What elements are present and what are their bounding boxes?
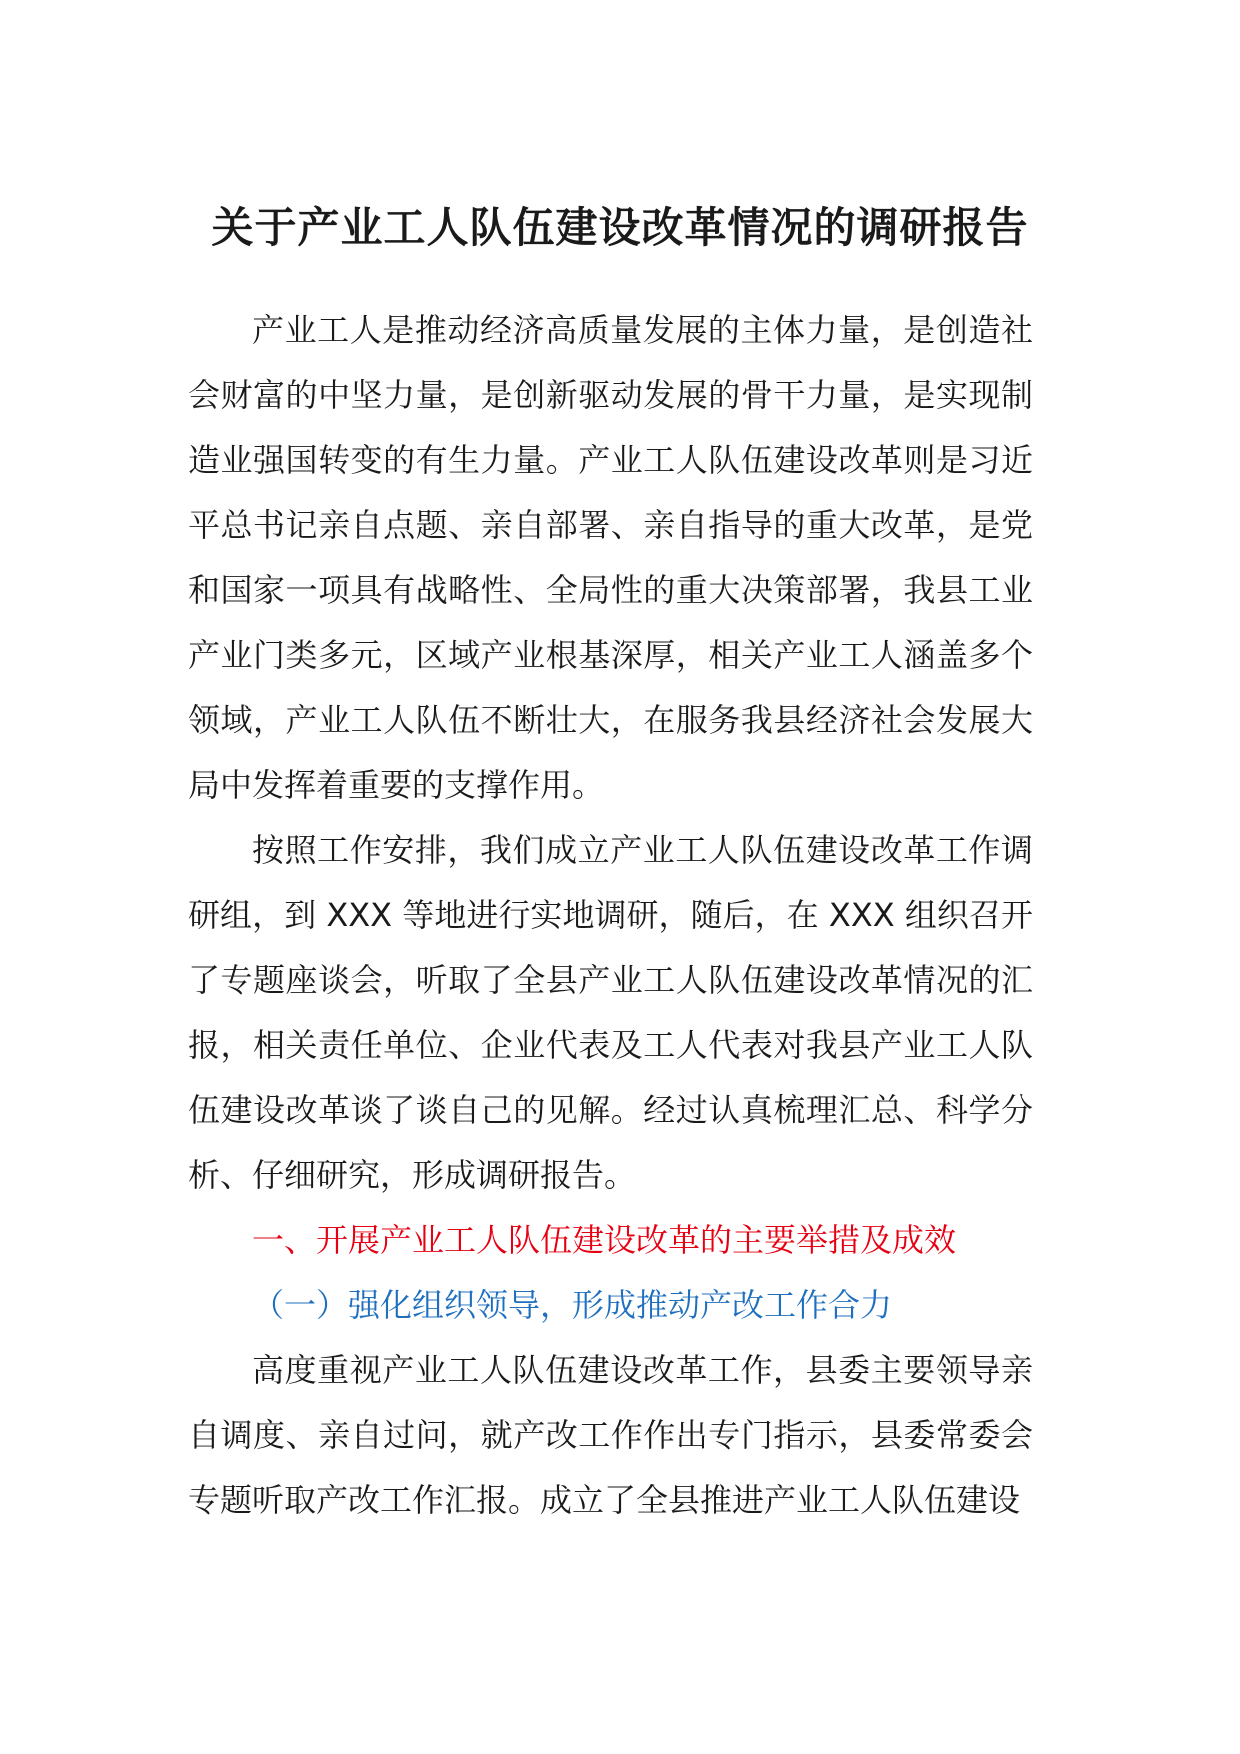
subsection-paragraph: 高度重视产业工人队伍建设改革工作，县委主要领导亲自调度、亲自过问，就产改工作作出专门指示，县委常委会专题听取产改工作汇报。成立了全县推进产业工人队伍建设 — [188, 1351, 1033, 1519]
section-heading: 一、开展产业工人队伍建设改革的主要举措及成效 — [252, 1221, 957, 1259]
subsection-heading: （一）强化组织领导，形成推动产改工作合力 — [252, 1286, 893, 1324]
document-body — [188, 298, 1033, 1533]
intro-paragraph: 产业工人是推动经济高质量发展的主体力量，是创造社会财富的中坚力量，是创新驱动发展的骨干力量，是实现制造业强国转变的有生力量。产业工人队伍建设改革则是习近平总书记亲自点题、亲自部署、亲自指导的重大改革，是党和国家一项具有战略性、全局性的重大决策部署，我县工业产业门类多元，区域产业根基深厚，相关产业工人涵盖多个领域，产业工人队伍不断壮大，在服务我县经济社会发展大局中发挥着重要的支撑作用。 — [188, 311, 1033, 804]
document-title: 关于产业工人队伍建设改革情况的调研报告 — [211, 203, 1029, 252]
method-paragraph: 按照工作安排，我们成立产业工人队伍建设改革工作调研组，到 XXX 等地进行实地调研，随后，在 XXX 组织召开了专题座谈会，听取了全县产业工人队伍建设改革情况的汇报，相关责任单位、企业代表及工人代表对我县产业工人队伍建设改革谈了谈自己的见解。经过认真梳理汇总、科学分析、仔细研究，形成调研报告。 — [188, 831, 1033, 1194]
